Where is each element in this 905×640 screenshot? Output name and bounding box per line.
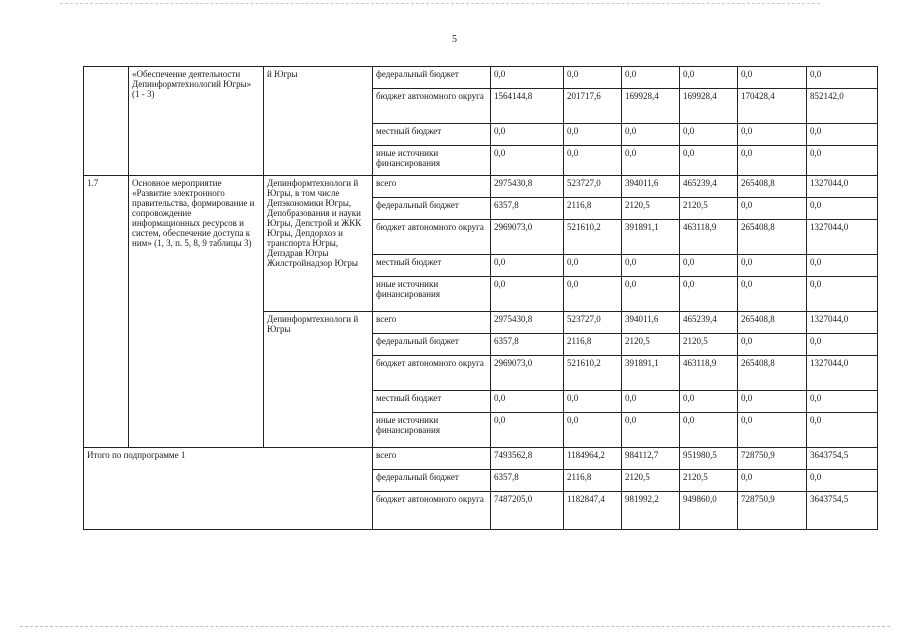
value-cell: 0,0 [680,255,738,277]
value-cell: 0,0 [564,67,622,89]
value-cell: 2120,5 [680,198,738,220]
source-cell: бюджет автономного округа [373,220,491,255]
value-cell: 0,0 [807,470,878,492]
value-cell: 0,0 [491,146,564,176]
value-cell: 2120,5 [680,470,738,492]
value-cell: 0,0 [807,334,878,356]
value-cell: 0,0 [564,146,622,176]
value-cell: 0,0 [807,67,878,89]
value-cell: 0,0 [680,146,738,176]
value-cell: 0,0 [807,124,878,146]
value-cell: 0,0 [564,124,622,146]
value-cell: 2120,5 [622,334,680,356]
source-cell: иные источники финансирования [373,146,491,176]
value-cell: 1564144,8 [491,89,564,124]
value-cell: 463118,9 [680,356,738,391]
value-cell: 6357,8 [491,334,564,356]
value-cell: 0,0 [564,413,622,448]
value-cell: 3643754,5 [807,448,878,470]
value-cell: 949860,0 [680,492,738,530]
value-cell: 2116,8 [564,198,622,220]
value-cell: 7493562,8 [491,448,564,470]
value-cell: 0,0 [680,391,738,413]
source-cell: федеральный бюджет [373,198,491,220]
value-cell: 391891,1 [622,220,680,255]
value-cell: 0,0 [491,413,564,448]
source-cell: местный бюджет [373,124,491,146]
scan-artifact-bottom [20,626,890,628]
value-cell: 169928,4 [622,89,680,124]
value-cell: 0,0 [491,391,564,413]
value-cell: 265408,8 [738,220,807,255]
value-cell: 0,0 [680,277,738,312]
value-cell: 0,0 [622,67,680,89]
value-cell: 0,0 [738,277,807,312]
value-cell: 7487205,0 [491,492,564,530]
value-cell: 852142,0 [807,89,878,124]
value-cell: 6357,8 [491,470,564,492]
page-number: 5 [452,34,457,45]
value-cell: 1327044,0 [807,312,878,334]
value-cell: 201717,6 [564,89,622,124]
value-cell: 391891,1 [622,356,680,391]
value-cell: 1182847,4 [564,492,622,530]
executor-cell: й Югры [264,67,373,176]
executor-cell: Депинформтехнологи й Югры, в том числе Депэкономики Югры, Депобразования и науки Югры, Депстрой и ЖКК Югры, Депдорхоз и транспорта Югры, Депздрав Югры Жилстройнадзор Югры [264,176,373,312]
source-cell: федеральный бюджет [373,334,491,356]
value-cell: 463118,9 [680,220,738,255]
value-cell: 0,0 [564,277,622,312]
row-number-cell: 1.7 [84,176,129,448]
table-row [84,67,878,89]
source-cell: иные источники финансирования [373,413,491,448]
value-cell: 265408,8 [738,312,807,334]
value-cell: 0,0 [807,255,878,277]
source-cell: федеральный бюджет [373,470,491,492]
value-cell: 2969073,0 [491,356,564,391]
value-cell: 2969073,0 [491,220,564,255]
subtotal-label-cell: Итого по подпрограмме 1 [84,448,373,530]
budget-table-body [84,67,878,530]
value-cell: 0,0 [622,255,680,277]
value-cell: 0,0 [491,277,564,312]
value-cell: 981992,2 [622,492,680,530]
activity-name-cell: «Обеспечение деятельности Депинформтехнологий Югры» (1 - 3) [129,67,264,176]
value-cell: 465239,4 [680,312,738,334]
value-cell: 170428,4 [738,89,807,124]
value-cell: 0,0 [738,470,807,492]
value-cell: 0,0 [622,124,680,146]
value-cell: 0,0 [622,391,680,413]
source-cell: федеральный бюджет [373,67,491,89]
value-cell: 523727,0 [564,176,622,198]
value-cell: 265408,8 [738,176,807,198]
value-cell: 951980,5 [680,448,738,470]
executor-cell: Депинформтехнологи й Югры [264,312,373,448]
value-cell: 0,0 [738,391,807,413]
value-cell: 0,0 [680,413,738,448]
source-cell: местный бюджет [373,255,491,277]
value-cell: 2116,8 [564,334,622,356]
value-cell: 2120,5 [622,198,680,220]
source-cell: иные источники финансирования [373,277,491,312]
value-cell: 2120,5 [680,334,738,356]
value-cell: 1327044,0 [807,176,878,198]
value-cell: 521610,2 [564,220,622,255]
value-cell: 0,0 [738,334,807,356]
source-cell: всего [373,312,491,334]
value-cell: 394011,6 [622,176,680,198]
value-cell: 1184964,2 [564,448,622,470]
value-cell: 0,0 [622,413,680,448]
budget-table [83,66,878,530]
source-cell: всего [373,176,491,198]
value-cell: 1327044,0 [807,356,878,391]
source-cell: местный бюджет [373,391,491,413]
value-cell: 0,0 [738,198,807,220]
value-cell: 728750,9 [738,448,807,470]
value-cell: 169928,4 [680,89,738,124]
value-cell: 0,0 [807,146,878,176]
value-cell: 0,0 [622,277,680,312]
source-cell: всего [373,448,491,470]
value-cell: 3643754,5 [807,492,878,530]
value-cell: 2120,5 [622,470,680,492]
scan-artifact-top [60,3,820,5]
value-cell: 2116,8 [564,470,622,492]
value-cell: 728750,9 [738,492,807,530]
value-cell: 0,0 [491,67,564,89]
value-cell: 0,0 [738,124,807,146]
value-cell: 465239,4 [680,176,738,198]
value-cell: 0,0 [807,277,878,312]
value-cell: 0,0 [807,413,878,448]
source-cell: бюджет автономного округа [373,89,491,124]
value-cell: 0,0 [738,413,807,448]
value-cell: 0,0 [680,67,738,89]
value-cell: 0,0 [622,146,680,176]
value-cell: 0,0 [491,255,564,277]
source-cell: бюджет автономного округа [373,492,491,530]
value-cell: 0,0 [807,198,878,220]
table-row [84,176,878,198]
value-cell: 984112,7 [622,448,680,470]
row-number-cell [84,67,129,176]
value-cell: 523727,0 [564,312,622,334]
value-cell: 394011,6 [622,312,680,334]
value-cell: 0,0 [491,124,564,146]
source-cell: бюджет автономного округа [373,356,491,391]
value-cell: 0,0 [564,255,622,277]
value-cell: 1327044,0 [807,220,878,255]
value-cell: 0,0 [807,391,878,413]
activity-name-cell: Основное мероприятие «Развитие электронного правительства, формирование и сопровождение информационных ресурсов и систем, обеспечение доступа к ним» (1, 3, п. 5, 8, 9 таблицы 3) [129,176,264,448]
value-cell: 0,0 [564,391,622,413]
table-row [84,448,878,470]
value-cell: 0,0 [680,124,738,146]
value-cell: 265408,8 [738,356,807,391]
value-cell: 521610,2 [564,356,622,391]
value-cell: 0,0 [738,67,807,89]
value-cell: 2975430,8 [491,176,564,198]
value-cell: 6357,8 [491,198,564,220]
value-cell: 0,0 [738,255,807,277]
value-cell: 0,0 [738,146,807,176]
value-cell: 2975430,8 [491,312,564,334]
